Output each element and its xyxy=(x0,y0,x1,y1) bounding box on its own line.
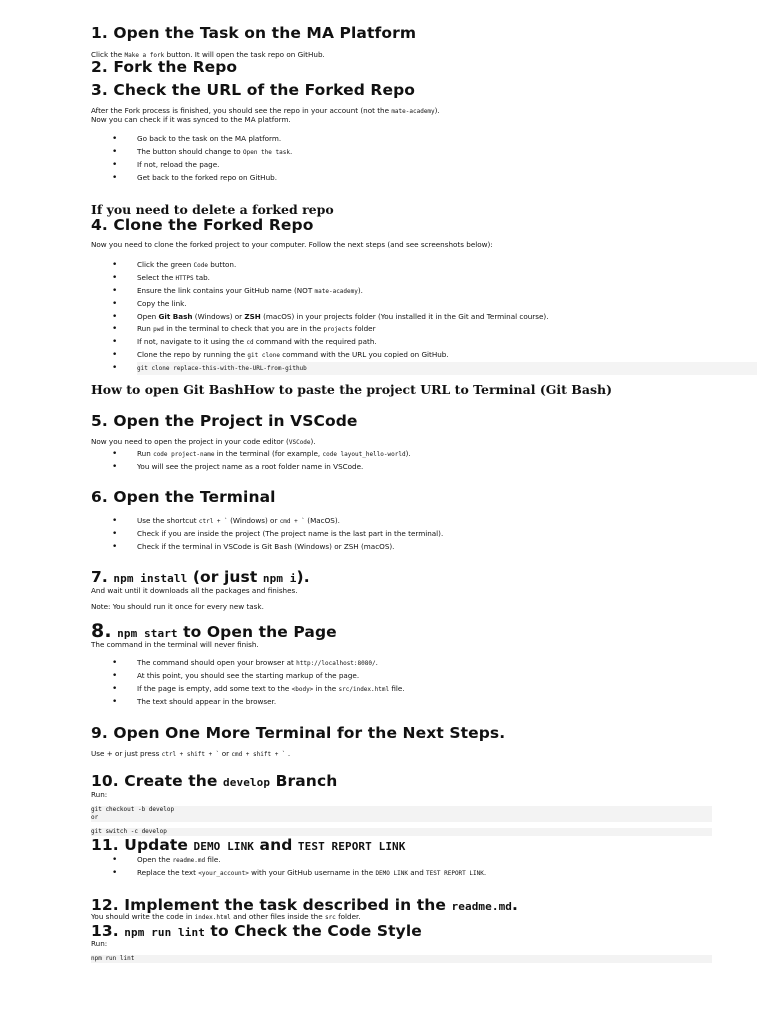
section-8-text: The command in the terminal will never finish. xyxy=(91,640,259,649)
list-item: • Copy the link. xyxy=(137,298,757,311)
heading-section-5: 5. Open the Project in VSCode xyxy=(91,412,358,430)
list-item: • If not, navigate to it using the cd command with the required path. xyxy=(137,336,757,349)
section-3-text-2: Now you can check if it was synced to the MA platform. xyxy=(91,115,291,124)
list-item: • If the page is empty, add some text to the <body> in the src/index.html file. xyxy=(137,683,757,696)
section-4-text: Now you need to clone the forked project to your computer. Follow the next steps (and see screenshots below): xyxy=(91,240,493,249)
list-item: • Clone the repo by running the git clone command with the URL you copied on GitHub. xyxy=(137,349,757,362)
list-item: • Ensure the link contains your GitHub name (NOT mate-academy). xyxy=(137,285,757,298)
section-4-list xyxy=(91,259,757,375)
heading-section-3: 3. Check the URL of the Forked Repo xyxy=(91,81,416,99)
code-block: npm run lint xyxy=(91,955,712,963)
heading-section-2: 2. Fork the Repo xyxy=(91,58,238,76)
section-1-text: Click the Make a fork button. It will open the task repo on GitHub. xyxy=(91,50,325,59)
list-item: • Open Git Bash (Windows) or ZSH (macOS) in your projects folder (You installed it in the Git and Terminal course). xyxy=(137,311,757,324)
list-item: • The text should appear in the browser. xyxy=(137,696,757,709)
section-7-text-2: Note: You should run it once for every new task. xyxy=(91,602,264,611)
code-block: • git clone replace-this-with-the-URL-from-github xyxy=(137,362,757,375)
heading-section-4: 4. Clone the Forked Repo xyxy=(91,216,314,234)
list-item: • Replace the text <your_account> with your GitHub username in the DEMO LINK and TEST REPORT LINK. xyxy=(137,867,757,880)
section-8-list xyxy=(91,657,757,709)
list-item: • Click the green Code button. xyxy=(137,259,757,272)
list-item: • Run pwd in the terminal to check that you are in the projects folder xyxy=(137,323,757,336)
heading-section-1: 1. Open the Task on the MA Platform xyxy=(91,24,417,42)
code-block xyxy=(91,806,712,822)
code-line: git checkout -b develop xyxy=(91,806,175,813)
list-item: • Check if the terminal in VSCode is Git Bash (Windows) or ZSH (macOS). xyxy=(137,541,757,554)
delete-repo-heading: If you need to delete a forked repo xyxy=(91,202,334,217)
list-item: • Open the readme.md file. xyxy=(137,854,757,867)
list-item: • Run code project-name in the terminal (for example, code layout_hello-world). xyxy=(137,448,757,461)
section-9-text: Use + or just press ctrl + shift + ` or cmd + shift + ` . xyxy=(91,749,291,758)
heading-section-8: 8. npm start to Open the Page xyxy=(91,620,337,642)
section-13-run-label: Run: xyxy=(91,939,108,948)
heading-section-7: 7. npm install (or just npm i). xyxy=(91,568,310,586)
list-item: • The command should open your browser at http://localhost:8080/. xyxy=(137,657,757,670)
list-item: • Use the shortcut ctrl + ` (Windows) or cmd + ` (MacOS). xyxy=(137,515,757,528)
section-12-text: You should write the code in index.html and other files inside the src folder. xyxy=(91,912,361,921)
list-item: • The button should change to Open the task. xyxy=(137,146,757,159)
list-item: • Check if you are inside the project (The project name is the last part in the terminal). xyxy=(137,528,757,541)
section-3-list xyxy=(91,133,757,185)
section-5-text: Now you need to open the project in your code editor (VSCode). xyxy=(91,437,316,446)
list-item: • If not, reload the page. xyxy=(137,159,757,172)
list-item: • At this point, you should see the starting markup of the page. xyxy=(137,670,757,683)
list-item: • Go back to the task on the MA platform. xyxy=(137,133,757,146)
code-block: git switch -c develop xyxy=(91,828,712,836)
heading-section-9: 9. Open One More Terminal for the Next Steps. xyxy=(91,724,506,742)
section-10-run-label: Run: xyxy=(91,790,108,799)
heading-section-10: 10. Create the develop Branch xyxy=(91,772,338,790)
code-line: or xyxy=(91,814,99,821)
heading-section-13: 13. npm run lint to Check the Code Style xyxy=(91,922,422,940)
list-item: • Get back to the forked repo on GitHub. xyxy=(137,172,757,185)
heading-section-11: 11. Update DEMO LINK and TEST REPORT LINK xyxy=(91,836,406,854)
section-7-text-1: And wait until it downloads all the packages and finishes. xyxy=(91,586,298,595)
image-captions: How to open Git BashHow to paste the project URL to Terminal (Git Bash) xyxy=(91,382,612,397)
section-6-list xyxy=(91,515,757,554)
list-item: • Select the HTTPS tab. xyxy=(137,272,757,285)
section-3-text-1: After the Fork process is finished, you should see the repo in your account (not the mate-academy). xyxy=(91,106,440,115)
section-11-list xyxy=(91,854,757,880)
section-5-list xyxy=(91,448,757,474)
list-item: • You will see the project name as a root folder name in VSCode. xyxy=(137,461,757,474)
heading-section-6: 6. Open the Terminal xyxy=(91,488,276,506)
heading-section-12: 12. Implement the task described in the readme.md. xyxy=(91,896,519,914)
